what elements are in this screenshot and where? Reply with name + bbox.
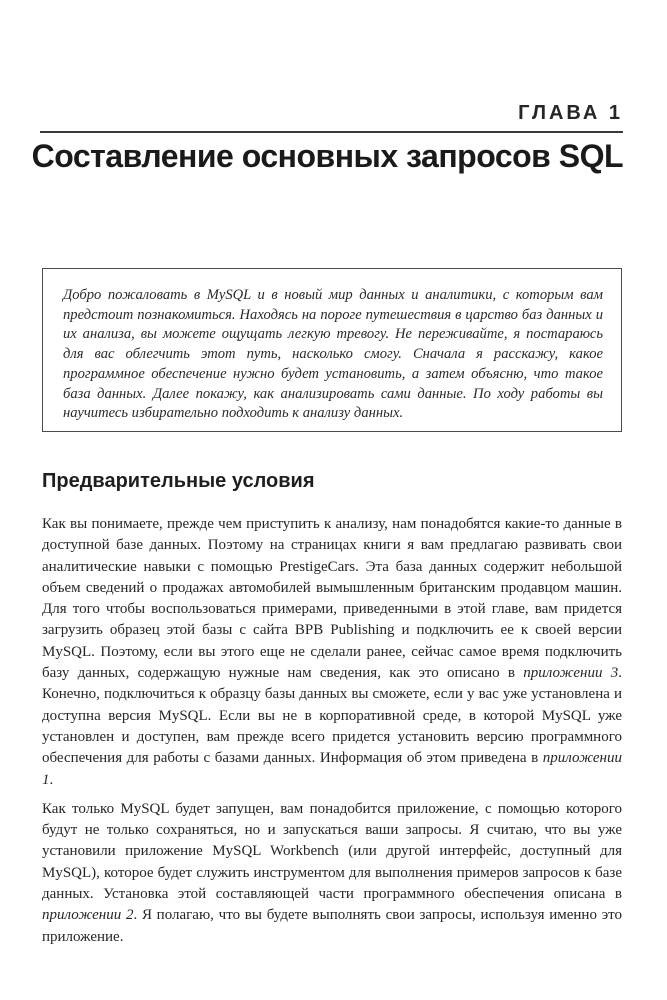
body-text (42, 514, 622, 956)
paragraph-1-text-a: Как вы понимаете, прежде чем приступить к анализу, нам понадобятся какие-то данные в доступной базе данных. Поэтому на страницах книги я вам предлагаю развивать свои аналитические навыки с помощью PrestigeCars. Эта база данных содержит небольшой объем сведений о продажах автомобилей вымышленным британским продавцом машин. Для того чтобы воспользоваться примерами, приведенными в этой главе, вам придется загрузить образец этой базы с сайта BPB Publishing и подключить ее к своей версии MySQL. Поэтому, если вы этого еще не сделали ранее, сейчас самое время подключить базу данных, содержащую нужные нам сведения, как это описано в (42, 516, 622, 682)
chapter-divider (40, 131, 623, 133)
intro-box (42, 268, 622, 432)
appendix-3-reference: приложении 3 (523, 665, 619, 682)
appendix-2-reference: приложении 2 (42, 907, 134, 924)
chapter-title: Составление основных запросов SQL (31, 138, 623, 174)
paragraph-2-text-a: Как только MySQL будет запущен, вам понадобится приложение, с помощью которого будут не только сохраняться, но и запускаться ваши запросы. Я считаю, что вы уже установили приложение MySQL Workbench (или другой интерфейс, доступный для MySQL), которое будет служить инструментом для выполнения примеров запросов к базе данных. Установка этой составляющей части программного обеспечения описана в (42, 800, 622, 903)
paragraph-1-text-b: . Конечно, подключиться к образцу базы данных вы сможете, если у вас уже установлена и доступна версия MySQL. Если вы не в корпоративной среде, в которой MySQL уже установлен и доступен, вам прежде всего придется установить версию программного обеспечения для работы с базами данных. Информация об этом приведена в (42, 665, 622, 767)
appendix-1-reference: приложении 1 (42, 750, 622, 788)
intro-text: Добро пожаловать в MySQL и в новый мир данных и аналитики, с которым вам предстоит познакомиться. Находясь на пороге путешествия в царство баз данных и их анализа, вы можете ощущать легкую тревогу. Не переживайте, я постараюсь для вас облегчить этот путь, насколько смогу. Сначала я расскажу, какое программное обеспечение нужно будет установить, а затем объясню, что такое база данных. Далее покажу, как анализировать сами данные. По ходу работы вы научитесь избирательно подходить к анализу данных. (63, 287, 603, 422)
section-heading: Предварительные условия (42, 470, 315, 492)
paragraph-2-text-b: . Я полагаю, что вы будете выполнять свои запросы, используя именно это приложение. (42, 907, 622, 945)
paragraph-1-text-c: . (49, 771, 54, 788)
paragraph-1 (42, 514, 622, 791)
paragraph-2 (42, 799, 622, 948)
chapter-label: ГЛАВА 1 (518, 102, 623, 124)
